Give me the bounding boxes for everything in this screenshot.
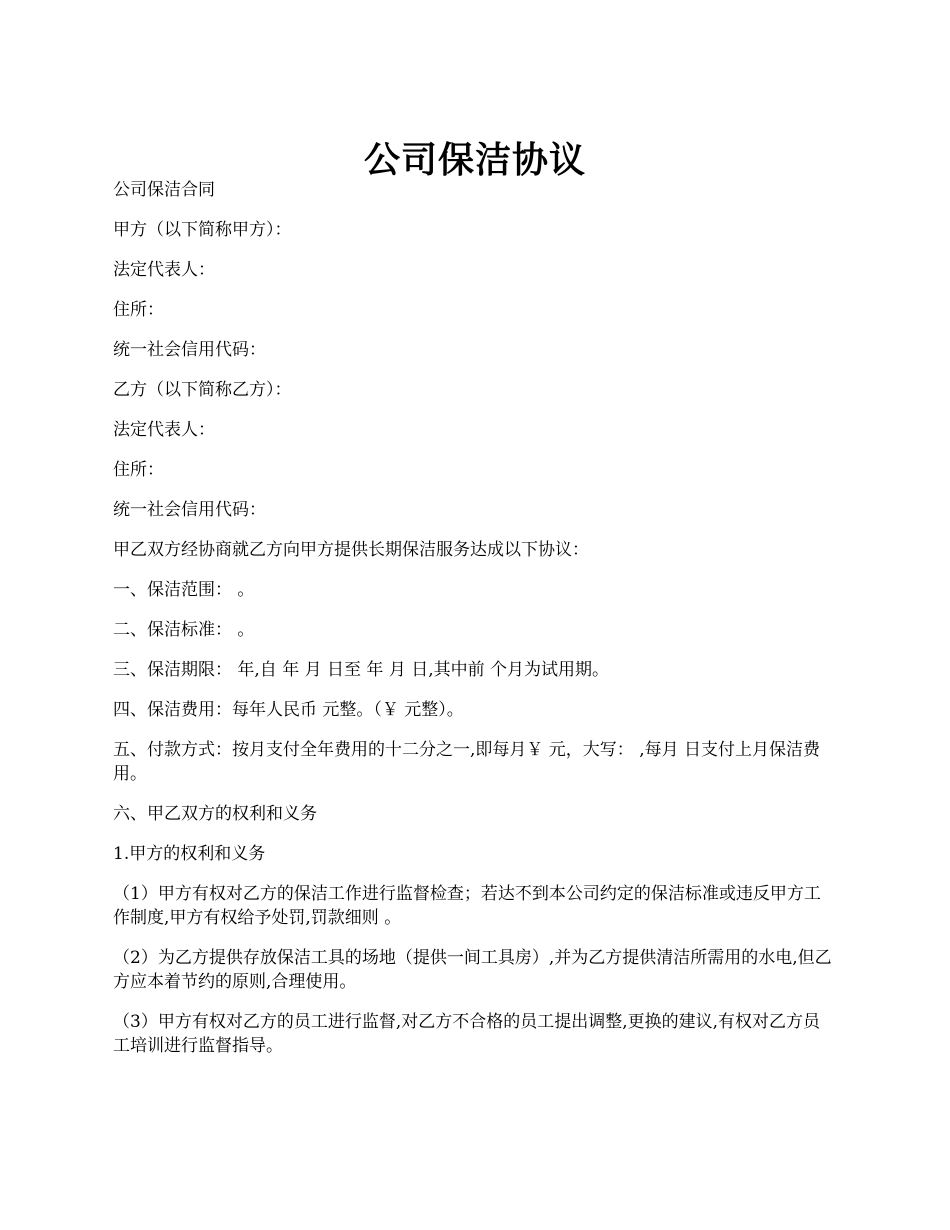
- paragraph-cleaning-scope: 一、保洁范围： 。: [113, 580, 255, 600]
- paragraph-party-b: 乙方（以下简称乙方）：: [113, 380, 292, 400]
- paragraph-cleaning-fee: 四、保洁费用：每年人民币 元整。（￥ 元整）。: [113, 700, 464, 720]
- paragraph-party-a-right-1: （1）甲方有权对乙方的保洁工作进行监督检查；若达不到本公司约定的保洁标准或违反甲方工作制度,甲方有权给予处罚,罚款细则 。: [113, 884, 821, 928]
- paragraph-party-b-address: 住所：: [113, 460, 164, 480]
- paragraph-party-a-right-2: （2）为乙方提供存放保洁工具的场地（提供一间工具房）,并为乙方提供清洁所需用的水电,但乙方应本着节约的原则,合理使用。: [113, 948, 832, 992]
- document-title: 公司保洁协议: [363, 139, 586, 182]
- paragraph-party-a: 甲方（以下简称甲方）：: [113, 220, 292, 240]
- paragraph-agreement-intro: 甲乙双方经协商就乙方向甲方提供长期保洁服务达成以下协议：: [113, 540, 589, 560]
- paragraph-payment-method: 五、付款方式：按月支付全年费用的十二分之一,即每月￥ 元，大写： ,每月 日支付上月保洁费用。: [113, 740, 821, 784]
- paragraph-party-a-address: 住所：: [113, 300, 164, 320]
- document-body: [113, 178, 835, 1074]
- paragraph-contract-name: 公司保洁合同: [113, 180, 215, 200]
- paragraph-cleaning-term: 三、保洁期限： 年,自 年 月 日至 年 月 日,其中前 个月为试用期。: [113, 660, 610, 680]
- paragraph-cleaning-standard: 二、保洁标准： 。: [113, 620, 255, 640]
- paragraph-rights-obligations-heading: 六、甲乙双方的权利和义务: [113, 804, 317, 824]
- paragraph-party-a-rights-heading: 1.甲方的权利和义务: [113, 844, 266, 864]
- paragraph-party-b-representative: 法定代表人：: [113, 420, 215, 440]
- paragraph-party-a-right-3: （3）甲方有权对乙方的员工进行监督,对乙方不合格的员工提出调整,更换的建议,有权对乙方员工培训进行监督指导。: [113, 1012, 821, 1056]
- paragraph-party-b-credit-code: 统一社会信用代码：: [113, 500, 266, 520]
- paragraph-party-a-credit-code: 统一社会信用代码：: [113, 340, 266, 360]
- paragraph-party-a-representative: 法定代表人：: [113, 260, 215, 280]
